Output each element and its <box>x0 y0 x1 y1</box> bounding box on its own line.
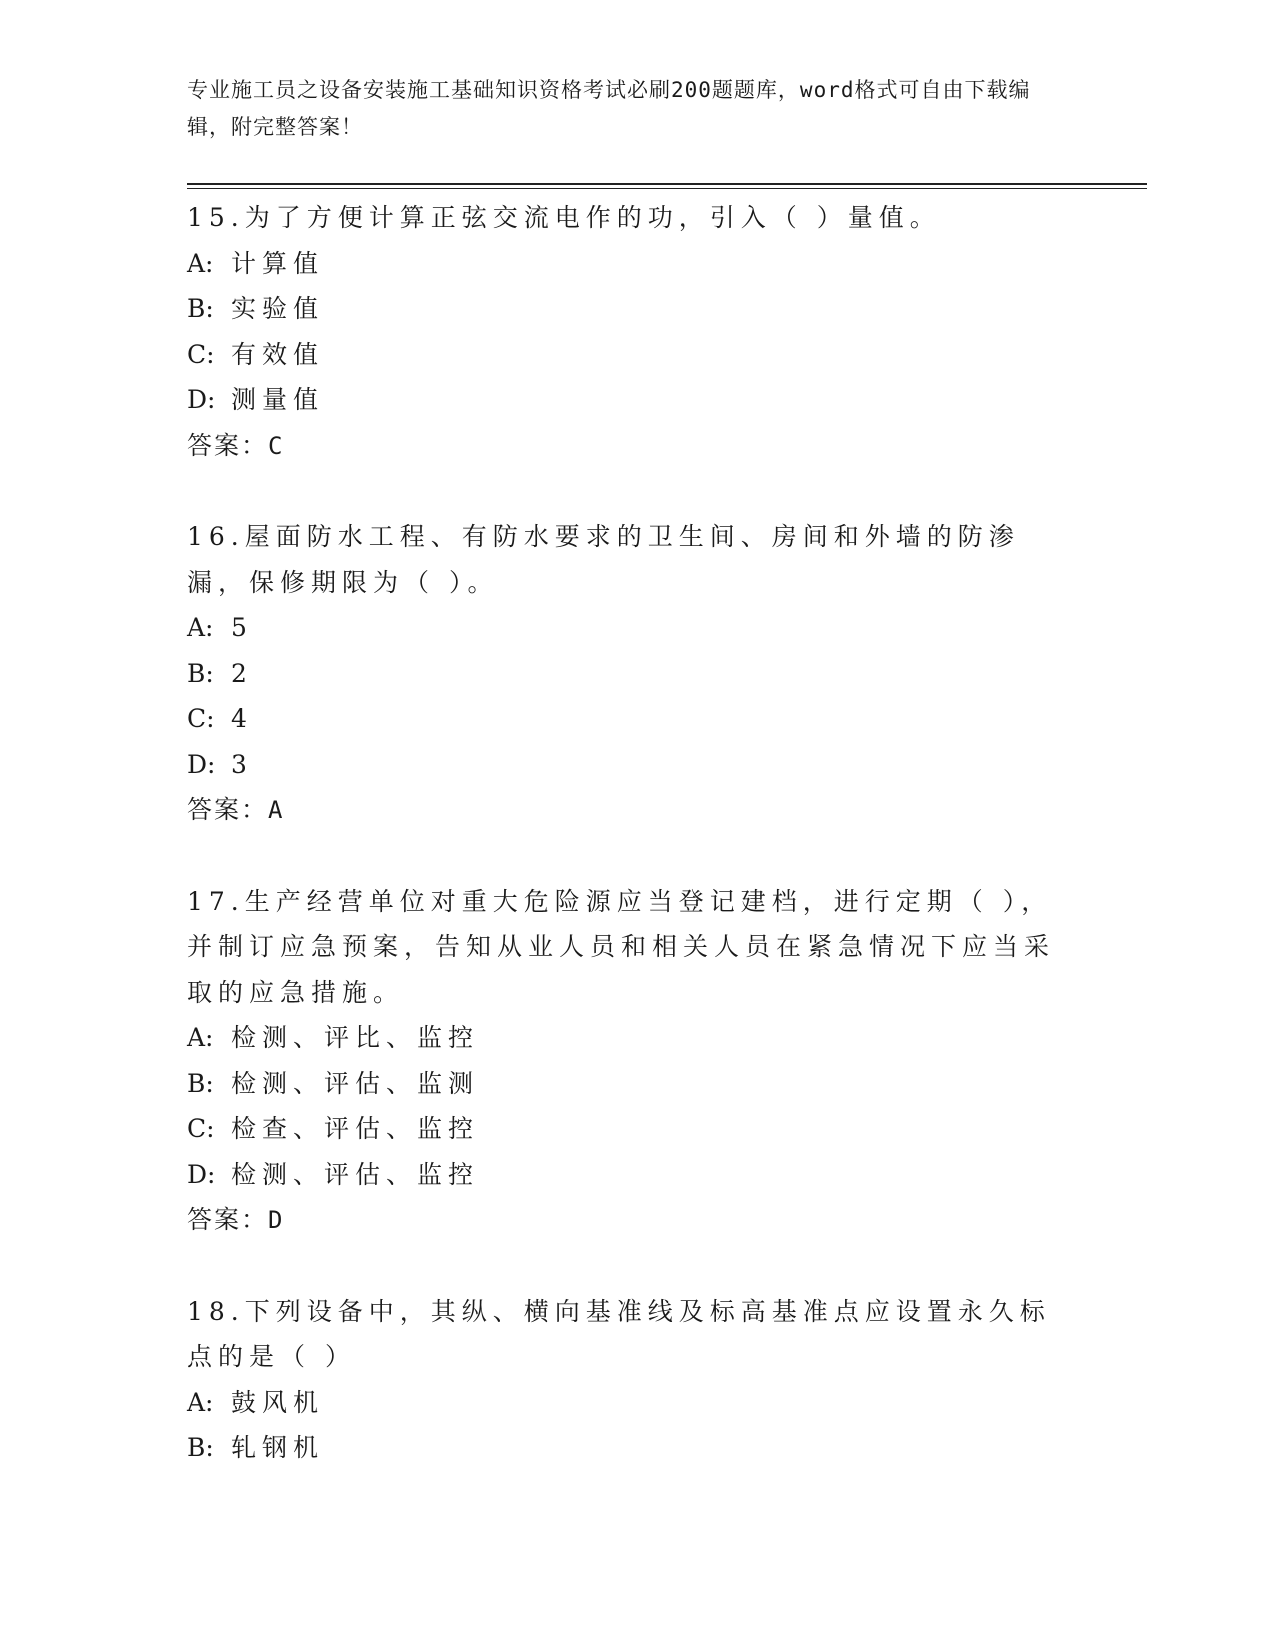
option-text: 检测、评比、监控 <box>231 1023 480 1052</box>
answer-value: C <box>268 431 283 460</box>
option-letter: A: <box>187 1023 214 1052</box>
question-text: 16.屋面防水工程、有防水要求的卫生间、房间和外墙的防渗漏，保修期限为（ ）。 <box>187 522 1020 597</box>
option-letter: D: <box>187 1159 216 1189</box>
answer-line <box>187 787 1147 834</box>
option-c <box>187 696 1067 742</box>
option-b <box>187 1425 1067 1471</box>
option-d <box>187 742 1067 788</box>
option-text: 3 <box>231 749 253 779</box>
option-text: 检测、评估、监测 <box>231 1068 480 1098</box>
answer-label: 答案： <box>187 430 269 460</box>
answer-value: A <box>268 796 283 824</box>
option-letter: B: <box>187 294 214 323</box>
document-header: 专业施工员之设备安装施工基础知识资格考试必刷200题题库，word格式可自由下载编辑，附完整答案！ <box>187 78 1031 139</box>
option-c <box>187 1106 1067 1152</box>
question-text: 17.生产经营单位对重大危险源应当登记建档，进行定期（ ），并制订应急预案，告知从业人员和相关人员在紧急情况下应当采取的应急措施。 <box>187 886 1056 1007</box>
option-text: 轧钢机 <box>231 1433 325 1462</box>
question-list <box>187 195 1147 1471</box>
option-a <box>187 1015 1067 1061</box>
option-c <box>187 332 1067 378</box>
option-letter: A: <box>187 1387 214 1417</box>
answer-label: 答案： <box>187 1205 269 1234</box>
option-text: 检测、评估、监控 <box>231 1159 480 1189</box>
answer-line <box>187 423 1147 470</box>
option-text: 检查、评估、监控 <box>231 1114 480 1143</box>
header-divider <box>187 183 1147 189</box>
option-text: 2 <box>231 658 253 688</box>
option-a <box>187 1380 1067 1426</box>
option-text: 4 <box>231 704 253 733</box>
question-text: 18.下列设备中，其纵、横向基准线及标高基准点应设置永久标点的是（ ） <box>187 1296 1051 1371</box>
option-letter: D: <box>187 385 216 414</box>
option-a <box>187 605 1067 651</box>
option-text: 5 <box>231 613 253 642</box>
option-letter: A: <box>187 248 214 278</box>
option-letter: A: <box>187 613 214 642</box>
question-17 <box>187 879 1147 1244</box>
answer-line <box>187 1197 1147 1244</box>
question-text: 15.为了方便计算正弦交流电作的功，引入（ ）量值。 <box>187 203 941 232</box>
option-b <box>187 1061 1067 1107</box>
option-d <box>187 377 1067 423</box>
option-letter: C: <box>187 339 215 369</box>
option-letter: C: <box>187 704 215 733</box>
option-text: 测量值 <box>231 385 325 414</box>
option-text: 实验值 <box>231 294 325 323</box>
option-text: 计算值 <box>231 248 325 278</box>
option-letter: B: <box>187 1068 214 1098</box>
option-letter: D: <box>187 749 216 779</box>
question-15 <box>187 195 1147 469</box>
question-16 <box>187 514 1147 834</box>
option-letter: C: <box>187 1114 215 1143</box>
question-18 <box>187 1289 1147 1471</box>
option-a <box>187 241 1067 287</box>
option-d <box>187 1152 1067 1198</box>
option-text: 有效值 <box>231 339 325 369</box>
option-letter: B: <box>187 658 214 688</box>
option-b <box>187 286 1067 332</box>
document-page <box>187 72 1147 1516</box>
option-text: 鼓风机 <box>231 1387 325 1417</box>
option-b <box>187 651 1067 697</box>
option-letter: B: <box>187 1433 214 1462</box>
answer-label: 答案： <box>187 795 269 824</box>
answer-value: D <box>268 1206 283 1234</box>
